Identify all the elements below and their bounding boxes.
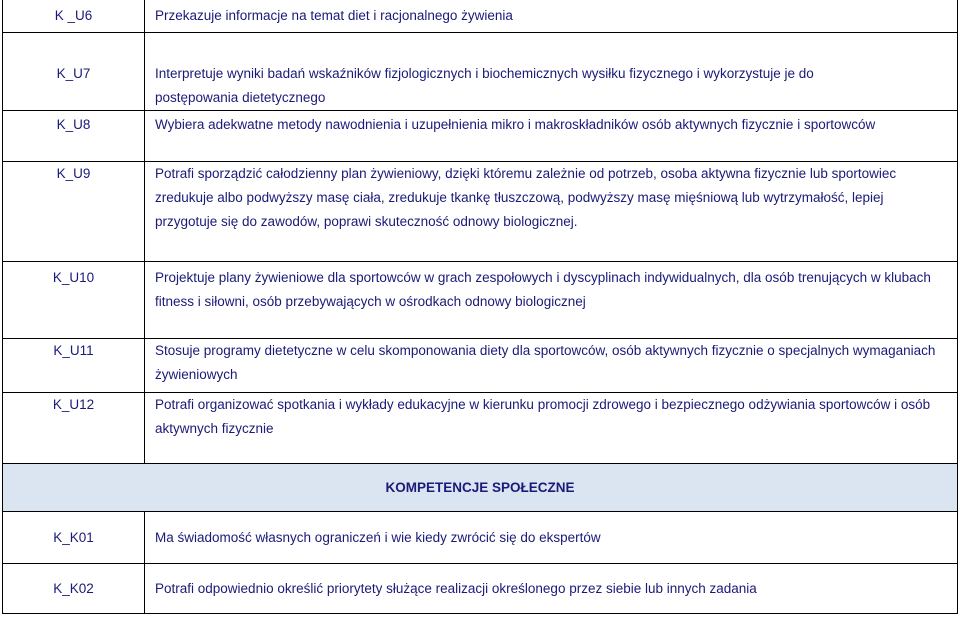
- outcome-description: Interpretuje wyniki badań wskaźników fizjologicznych i biochemicznych wysiłku fizycznego i wykorzystuje je do postępowania dietetycznego: [145, 33, 958, 111]
- table-row: [3, 393, 958, 464]
- table-row: [3, 33, 958, 111]
- outcome-description: Ma świadomość własnych ograniczeń i wie kiedy zwrócić się do ekspertów: [145, 512, 958, 564]
- table-row: [3, 262, 958, 339]
- outcome-code: K_U9: [3, 162, 145, 262]
- outcome-description: Projektuje plany żywieniowe dla sportowców w grach zespołowych i dyscyplinach indywidualnych, dla osób trenujących w klubach fitness i siłowni, osób przebywających w ośrodkach odnowy biologicznej: [145, 262, 958, 339]
- learning-outcomes-table: [2, 0, 958, 614]
- outcome-code: K_U11: [3, 339, 145, 393]
- outcome-description: Potrafi odpowiednio określić priorytety służące realizacji określonego przez siebie lub innych zadania: [145, 564, 958, 614]
- section-row: [3, 464, 958, 512]
- table-row: [3, 512, 958, 564]
- outcome-code: K _U6: [3, 0, 145, 33]
- table-row: [3, 111, 958, 162]
- table-row: [3, 0, 958, 33]
- outcome-description: Przekazuje informacje na temat diet i racjonalnego żywienia: [145, 0, 958, 33]
- outcome-code: K_U10: [3, 262, 145, 339]
- outcome-code: K_K01: [3, 512, 145, 564]
- outcome-code: K_U12: [3, 393, 145, 464]
- outcome-description: Potrafi sporządzić całodzienny plan żywieniowy, dzięki któremu zależnie od potrzeb, osoba aktywna fizycznie lub sportowiec zredukuje albo podwyższy masę ciała, zredukuje tkankę tłuszczową, podwyższy masę mięśniową lub wytrzymałość, lepiej przygotuje się do zawodów, poprawi skuteczność odnowy biologicznej.: [145, 162, 958, 262]
- section-heading: KOMPETENCJE SPOŁECZNE: [3, 464, 958, 512]
- outcome-code: K_U8: [3, 111, 145, 162]
- table-row: [3, 162, 958, 262]
- outcome-description: Stosuje programy dietetyczne w celu skomponowania diety dla sportowców, osób aktywnych fizycznie o specjalnych wymaganiach żywieniowych: [145, 339, 958, 393]
- outcome-code: K_K02: [3, 564, 145, 614]
- table-row: [3, 564, 958, 614]
- outcome-code: K_U7: [3, 33, 145, 111]
- outcome-description: Potrafi organizować spotkania i wykłady edukacyjne w kierunku promocji zdrowego i bezpiecznego odżywiania sportowców i osób aktywnych fizycznie: [145, 393, 958, 464]
- outcome-description: Wybiera adekwatne metody nawodnienia i uzupełnienia mikro i makroskładników osób aktywnych fizycznie i sportowców: [145, 111, 958, 162]
- table-row: [3, 339, 958, 393]
